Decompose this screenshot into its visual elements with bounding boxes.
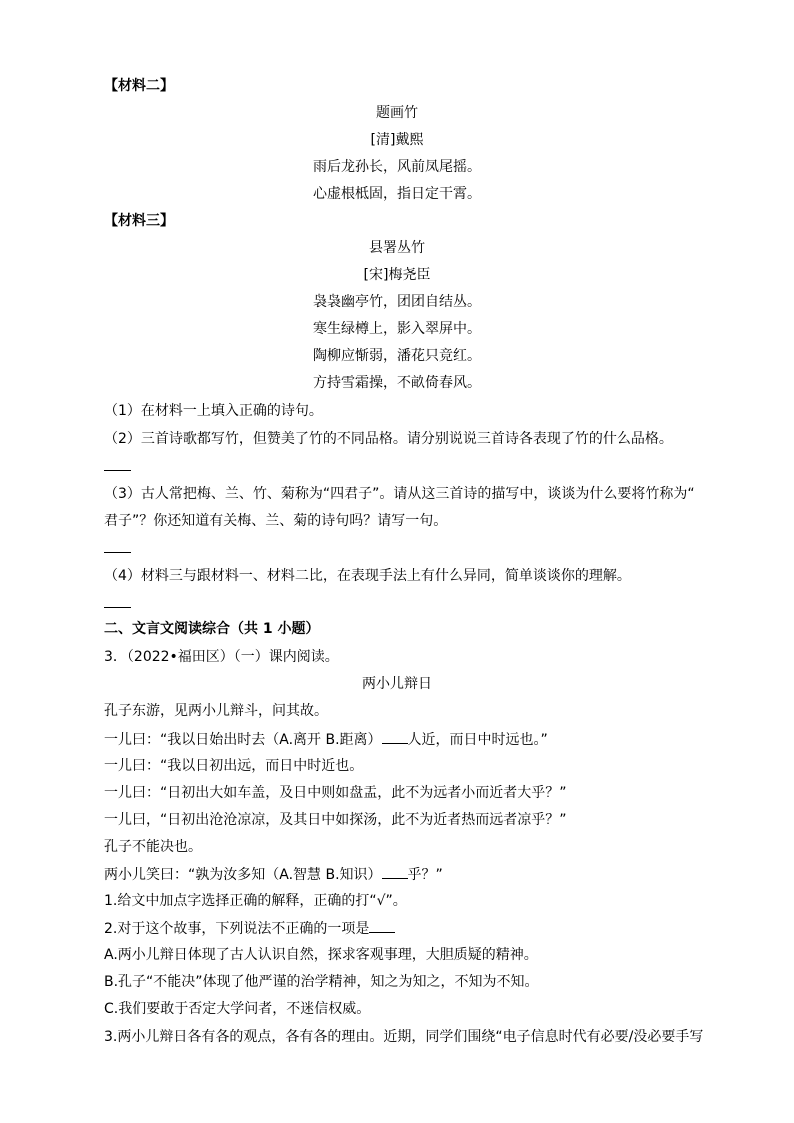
material3-line: 陶柳应惭弱，潘花只竞红。: [313, 348, 481, 364]
material2-poem-title: 题画竹: [376, 105, 418, 121]
question-4: （4）材料三与跟材料一、材料二比，在表现手法上有什么异同，简单谈谈你的理解。: [104, 568, 631, 584]
option-b: B.孔子“不能决”体现了他严谨的治学精神，知之为知之，不知为不知。: [104, 974, 539, 990]
material3-author: [宋]梅尧臣: [363, 267, 431, 283]
passage-title: 两小儿辩日: [362, 676, 432, 692]
material2-heading: 【材料二】: [104, 78, 174, 94]
question-1: （1）在材料一上填入正确的诗句。: [104, 403, 323, 419]
passage-text: 乎？”: [407, 867, 443, 883]
passage-line: [104, 864, 443, 885]
passage-text: 两小儿笑曰：“孰为汝多知（A.智慧 B.知识）: [104, 867, 382, 883]
passage-text: 人近，而日中时远也。”: [407, 732, 548, 748]
passage-line: 孔子东游，见两小儿辩斗，问其故。: [104, 703, 328, 719]
passage-line: 一儿曰，“日初出沧沧凉凉，及其日中如探汤，此不为近者热而远者凉乎？”: [104, 812, 567, 828]
subquestion-3: 3.两小儿辩日各有各的观点，各有各的理由。近期，同学们围绕“电子信息时代有必要/没必要手写: [104, 1029, 704, 1045]
subquestion-2-text: 2.对于这个故事，下列说法不正确的一项是: [104, 921, 370, 937]
question-3-intro: 3．（2022•福田区）（一）课内阅读。: [104, 649, 339, 665]
passage-line: 一儿曰：“我以日初出远，而日中时近也。: [104, 758, 364, 774]
option-a: A.两小儿辩日体现了古人认识自然，探求客观事理，大胆质疑的精神。: [104, 947, 538, 963]
material3-line: 方持雪霜操，不畝倚春风。: [313, 375, 481, 391]
fill-blank[interactable]: [369, 918, 395, 933]
subquestion-1: 1.给文中加点字选择正确的解释，正确的打“√”。: [104, 893, 407, 909]
material3-line: 寒生绿樽上，影入翠屏中。: [313, 321, 481, 337]
material3-poem-title: 县署丛竹: [369, 240, 425, 256]
passage-line: 一儿曰：“日初出大如车盖，及日中则如盘盂，此不为远者小而近者大乎？”: [104, 785, 567, 801]
question-3-line2: 君子”？你还知道有关梅、兰、菊的诗句吗？请写一句。: [104, 513, 448, 529]
subquestion-2: [104, 918, 395, 939]
passage-line: [104, 729, 548, 750]
question-3-line1: （3）古人常把梅、兰、竹、菊称为“四君子”。请从这三首诗的描写中，谈谈为什么要将竹称为“: [104, 486, 695, 502]
fill-blank[interactable]: [382, 729, 408, 744]
answer-line: [104, 552, 131, 553]
answer-line: [104, 470, 131, 471]
answer-line: [104, 607, 131, 608]
question-2: （2）三首诗歌都写竹，但赞美了竹的不同品格。请分别说说三首诗各表现了竹的什么品格。: [104, 431, 673, 447]
passage-line: 孔子不能决也。: [104, 839, 202, 855]
material2-author: [清]戴熙: [370, 132, 424, 148]
material2-line: 心虚根柢固，指日定干霄。: [313, 186, 481, 202]
material2-line: 雨后龙孙长，风前凤尾摇。: [313, 159, 481, 175]
option-c: C.我们要敢于否定大学问者，不迷信权威。: [104, 1001, 371, 1017]
section-2-heading: 二、文言文阅读综合（共 1 小题）: [104, 621, 320, 637]
fill-blank[interactable]: [382, 864, 408, 879]
material3-line: 袅袅幽亭竹，团团自结丛。: [313, 294, 481, 310]
passage-text: 一儿曰：“我以日始出时去（A.离开 B.距离）: [104, 732, 382, 748]
material3-heading: 【材料三】: [104, 213, 174, 229]
